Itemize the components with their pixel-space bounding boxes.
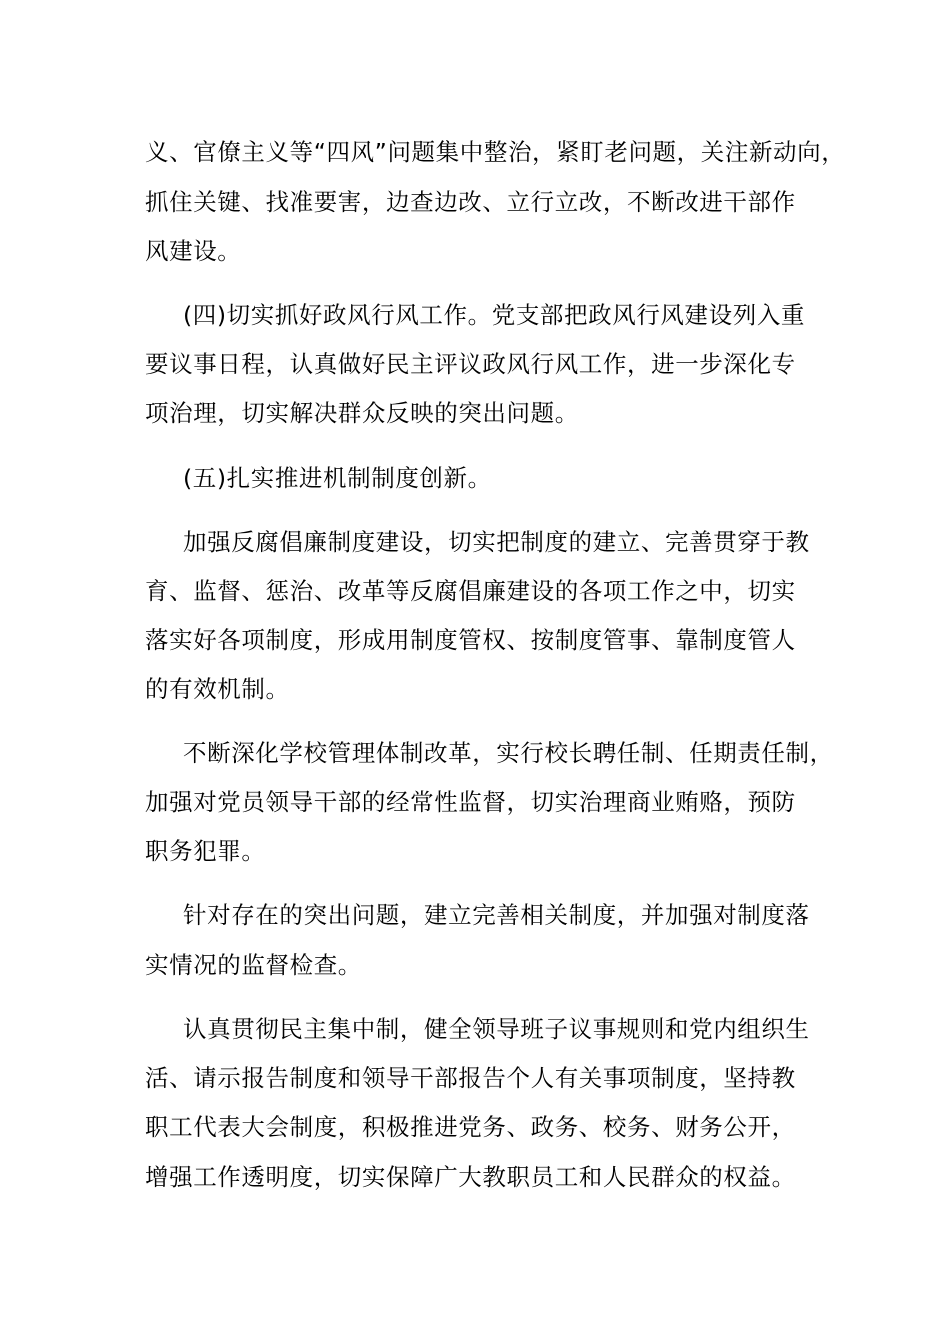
paragraph-line: 要议事日程，认真做好民主评议政风行风工作，进一步深化专	[145, 350, 796, 378]
paragraph-line: 的有效机制。	[145, 675, 290, 703]
paragraph-line: 增强工作透明度，切实保障广大教职员工和人民群众的权益。	[145, 1163, 796, 1191]
paragraph-line: (五)扎实推进机制制度创新。	[183, 464, 492, 492]
paragraph-line: 加强对党员领导干部的经常性监督，切实治理商业贿赂，预防	[145, 788, 796, 816]
paragraph-line: 加强反腐倡廉制度建设，切实把制度的建立、完善贯穿于教	[183, 528, 810, 556]
paragraph-line: 义、官僚主义等“四风”问题集中整治，紧盯老问题，关注新动向，	[145, 138, 846, 166]
paragraph-line: 认真贯彻民主集中制，健全领导班子议事规则和党内组织生	[183, 1015, 810, 1043]
paragraph-line: 不断深化学校管理体制改革，实行校长聘任制、任期责任制，	[183, 739, 834, 767]
paragraph-line: 落实好各项制度，形成用制度管权、按制度管事、靠制度管人	[145, 626, 796, 654]
paragraph-line: 职务犯罪。	[145, 837, 266, 865]
paragraph-line: 职工代表大会制度，积极推进党务、政务、校务、财务公开，	[145, 1113, 796, 1141]
paragraph-line: 育、监督、惩治、改革等反腐倡廉建设的各项工作之中，切实	[145, 577, 796, 605]
paragraph-line: 实情况的监督检查。	[145, 951, 362, 979]
paragraph-line: 活、请示报告制度和领导干部报告个人有关事项制度，坚持教	[145, 1064, 796, 1092]
paragraph-line: (四)切实抓好政风行风工作。党支部把政风行风建设列入重	[183, 301, 806, 329]
paragraph-line: 项治理，切实解决群众反映的突出问题。	[145, 399, 579, 427]
paragraph-line: 风建设。	[145, 237, 242, 265]
paragraph-line: 抓住关键、找准要害，边查边改、立行立改，不断改进干部作	[145, 188, 796, 216]
paragraph-line: 针对存在的突出问题，建立完善相关制度，并加强对制度落	[183, 901, 810, 929]
